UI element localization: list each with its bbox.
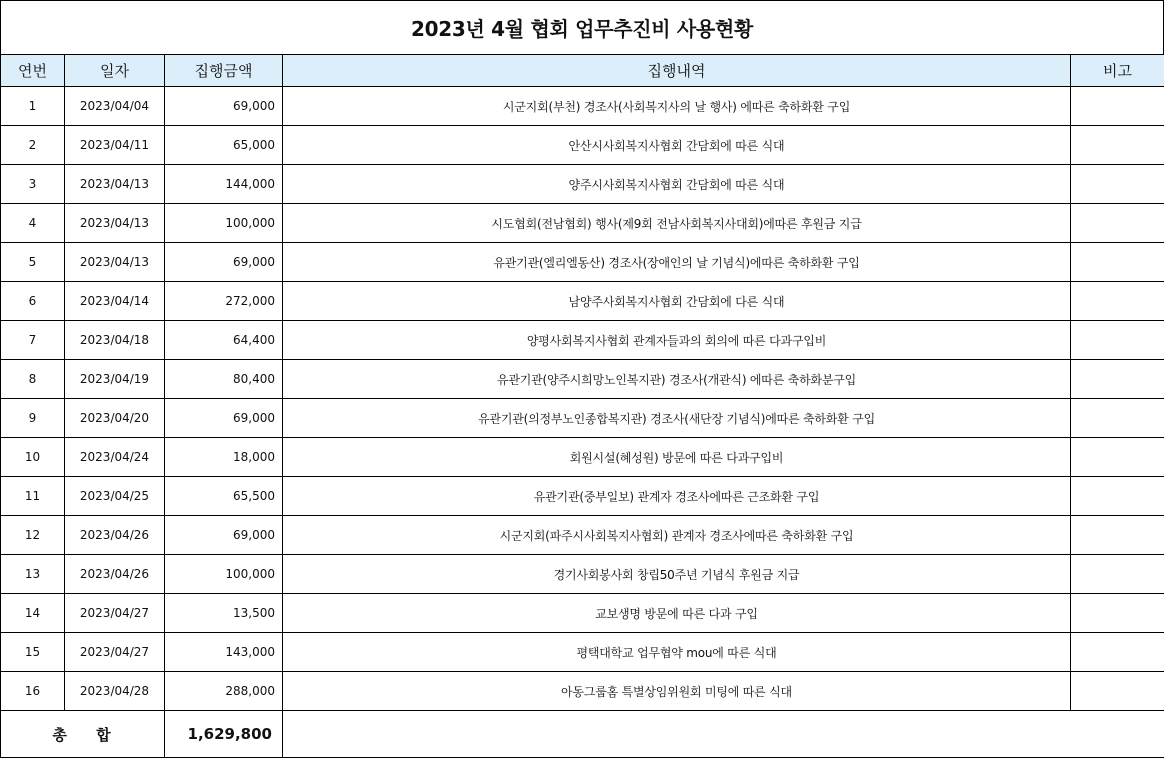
expense-table	[0, 54, 1164, 758]
cell-date: 2023/04/04	[65, 87, 165, 126]
table-row	[1, 321, 1164, 360]
total-row	[1, 711, 1164, 758]
total-amount: 1,629,800	[165, 711, 283, 758]
cell-amount: 69,000	[165, 87, 283, 126]
cell-amount: 69,000	[165, 516, 283, 555]
cell-no: 1	[1, 87, 65, 126]
cell-note	[1071, 633, 1164, 672]
cell-no: 5	[1, 243, 65, 282]
cell-amount: 64,400	[165, 321, 283, 360]
table-row	[1, 399, 1164, 438]
cell-amount: 288,000	[165, 672, 283, 711]
cell-desc: 안산시사회복지사협회 간담회에 따른 식대	[283, 126, 1071, 165]
col-header-desc: 집행내역	[283, 55, 1071, 87]
cell-date: 2023/04/28	[65, 672, 165, 711]
cell-date: 2023/04/27	[65, 594, 165, 633]
cell-desc: 양주시사회복지사협회 간담회에 따른 식대	[283, 165, 1071, 204]
cell-note	[1071, 438, 1164, 477]
cell-no: 10	[1, 438, 65, 477]
cell-desc: 아동그룹홈 특별상임위원회 미팅에 따른 식대	[283, 672, 1071, 711]
cell-amount: 100,000	[165, 555, 283, 594]
col-header-amount: 집행금액	[165, 55, 283, 87]
cell-desc: 회원시설(혜성원) 방문에 따른 다과구입비	[283, 438, 1071, 477]
table-row	[1, 633, 1164, 672]
cell-desc: 시군지회(부천) 경조사(사회복지사의 날 행사) 에따른 축하화환 구입	[283, 87, 1071, 126]
table-row	[1, 204, 1164, 243]
cell-note	[1071, 282, 1164, 321]
cell-desc: 교보생명 방문에 따른 다과 구입	[283, 594, 1071, 633]
table-row	[1, 165, 1164, 204]
cell-note	[1071, 204, 1164, 243]
table-row	[1, 516, 1164, 555]
cell-date: 2023/04/11	[65, 126, 165, 165]
cell-no: 7	[1, 321, 65, 360]
header-row	[1, 55, 1164, 87]
cell-desc: 경기사회봉사회 창립50주년 기념식 후원금 지급	[283, 555, 1071, 594]
cell-desc: 시도협회(전남협회) 행사(제9회 전남사회복지사대회)에따른 후원금 지급	[283, 204, 1071, 243]
cell-date: 2023/04/14	[65, 282, 165, 321]
cell-date: 2023/04/26	[65, 516, 165, 555]
cell-date: 2023/04/18	[65, 321, 165, 360]
cell-date: 2023/04/13	[65, 204, 165, 243]
total-label: 총 합	[1, 711, 165, 758]
cell-note	[1071, 87, 1164, 126]
cell-no: 9	[1, 399, 65, 438]
table-row	[1, 438, 1164, 477]
cell-no: 4	[1, 204, 65, 243]
cell-amount: 100,000	[165, 204, 283, 243]
cell-note	[1071, 477, 1164, 516]
cell-note	[1071, 243, 1164, 282]
cell-no: 13	[1, 555, 65, 594]
cell-no: 16	[1, 672, 65, 711]
cell-note	[1071, 165, 1164, 204]
cell-note	[1071, 594, 1164, 633]
report-title: 2023년 4월 협회 업무추진비 사용현황	[0, 0, 1164, 54]
table-row	[1, 87, 1164, 126]
cell-note	[1071, 516, 1164, 555]
cell-date: 2023/04/13	[65, 243, 165, 282]
table-row	[1, 282, 1164, 321]
cell-note	[1071, 555, 1164, 594]
cell-date: 2023/04/26	[65, 555, 165, 594]
cell-amount: 69,000	[165, 399, 283, 438]
table-row	[1, 672, 1164, 711]
cell-desc: 양평사회복지사협회 관계자들과의 회의에 따른 다과구입비	[283, 321, 1071, 360]
table-row	[1, 477, 1164, 516]
cell-no: 15	[1, 633, 65, 672]
cell-note	[1071, 321, 1164, 360]
cell-amount: 144,000	[165, 165, 283, 204]
cell-date: 2023/04/24	[65, 438, 165, 477]
cell-no: 6	[1, 282, 65, 321]
cell-amount: 272,000	[165, 282, 283, 321]
table-row	[1, 243, 1164, 282]
cell-amount: 69,000	[165, 243, 283, 282]
cell-desc: 시군지회(파주시사회복지사협회) 관계자 경조사에따른 축하화환 구입	[283, 516, 1071, 555]
col-header-no: 연번	[1, 55, 65, 87]
table-row	[1, 594, 1164, 633]
cell-amount: 65,000	[165, 126, 283, 165]
cell-note	[1071, 399, 1164, 438]
cell-no: 14	[1, 594, 65, 633]
cell-date: 2023/04/19	[65, 360, 165, 399]
cell-no: 11	[1, 477, 65, 516]
cell-note	[1071, 126, 1164, 165]
table-row	[1, 360, 1164, 399]
cell-amount: 13,500	[165, 594, 283, 633]
col-header-date: 일자	[65, 55, 165, 87]
cell-amount: 18,000	[165, 438, 283, 477]
total-empty-cell	[283, 711, 1164, 758]
cell-no: 8	[1, 360, 65, 399]
cell-date: 2023/04/20	[65, 399, 165, 438]
cell-desc: 유관기관(중부일보) 관계자 경조사에따른 근조화환 구입	[283, 477, 1071, 516]
cell-note	[1071, 360, 1164, 399]
col-header-note: 비고	[1071, 55, 1164, 87]
cell-amount: 65,500	[165, 477, 283, 516]
cell-desc: 남양주사회복지사협회 간담회에 다른 식대	[283, 282, 1071, 321]
table-row	[1, 555, 1164, 594]
cell-date: 2023/04/25	[65, 477, 165, 516]
cell-desc: 유관기관(양주시희망노인복지관) 경조사(개관식) 에따른 축하화분구입	[283, 360, 1071, 399]
cell-date: 2023/04/27	[65, 633, 165, 672]
cell-amount: 80,400	[165, 360, 283, 399]
table-row	[1, 126, 1164, 165]
cell-note	[1071, 672, 1164, 711]
cell-no: 2	[1, 126, 65, 165]
cell-desc: 평택대학교 업무협약 mou에 따른 식대	[283, 633, 1071, 672]
cell-no: 12	[1, 516, 65, 555]
cell-desc: 유관기관(엘리엘동산) 경조사(장애인의 날 기념식)에따른 축하화환 구입	[283, 243, 1071, 282]
cell-no: 3	[1, 165, 65, 204]
cell-amount: 143,000	[165, 633, 283, 672]
table-body	[1, 87, 1164, 711]
cell-date: 2023/04/13	[65, 165, 165, 204]
cell-desc: 유관기관(의정부노인종합복지관) 경조사(새단장 기념식)에따른 축하화환 구입	[283, 399, 1071, 438]
